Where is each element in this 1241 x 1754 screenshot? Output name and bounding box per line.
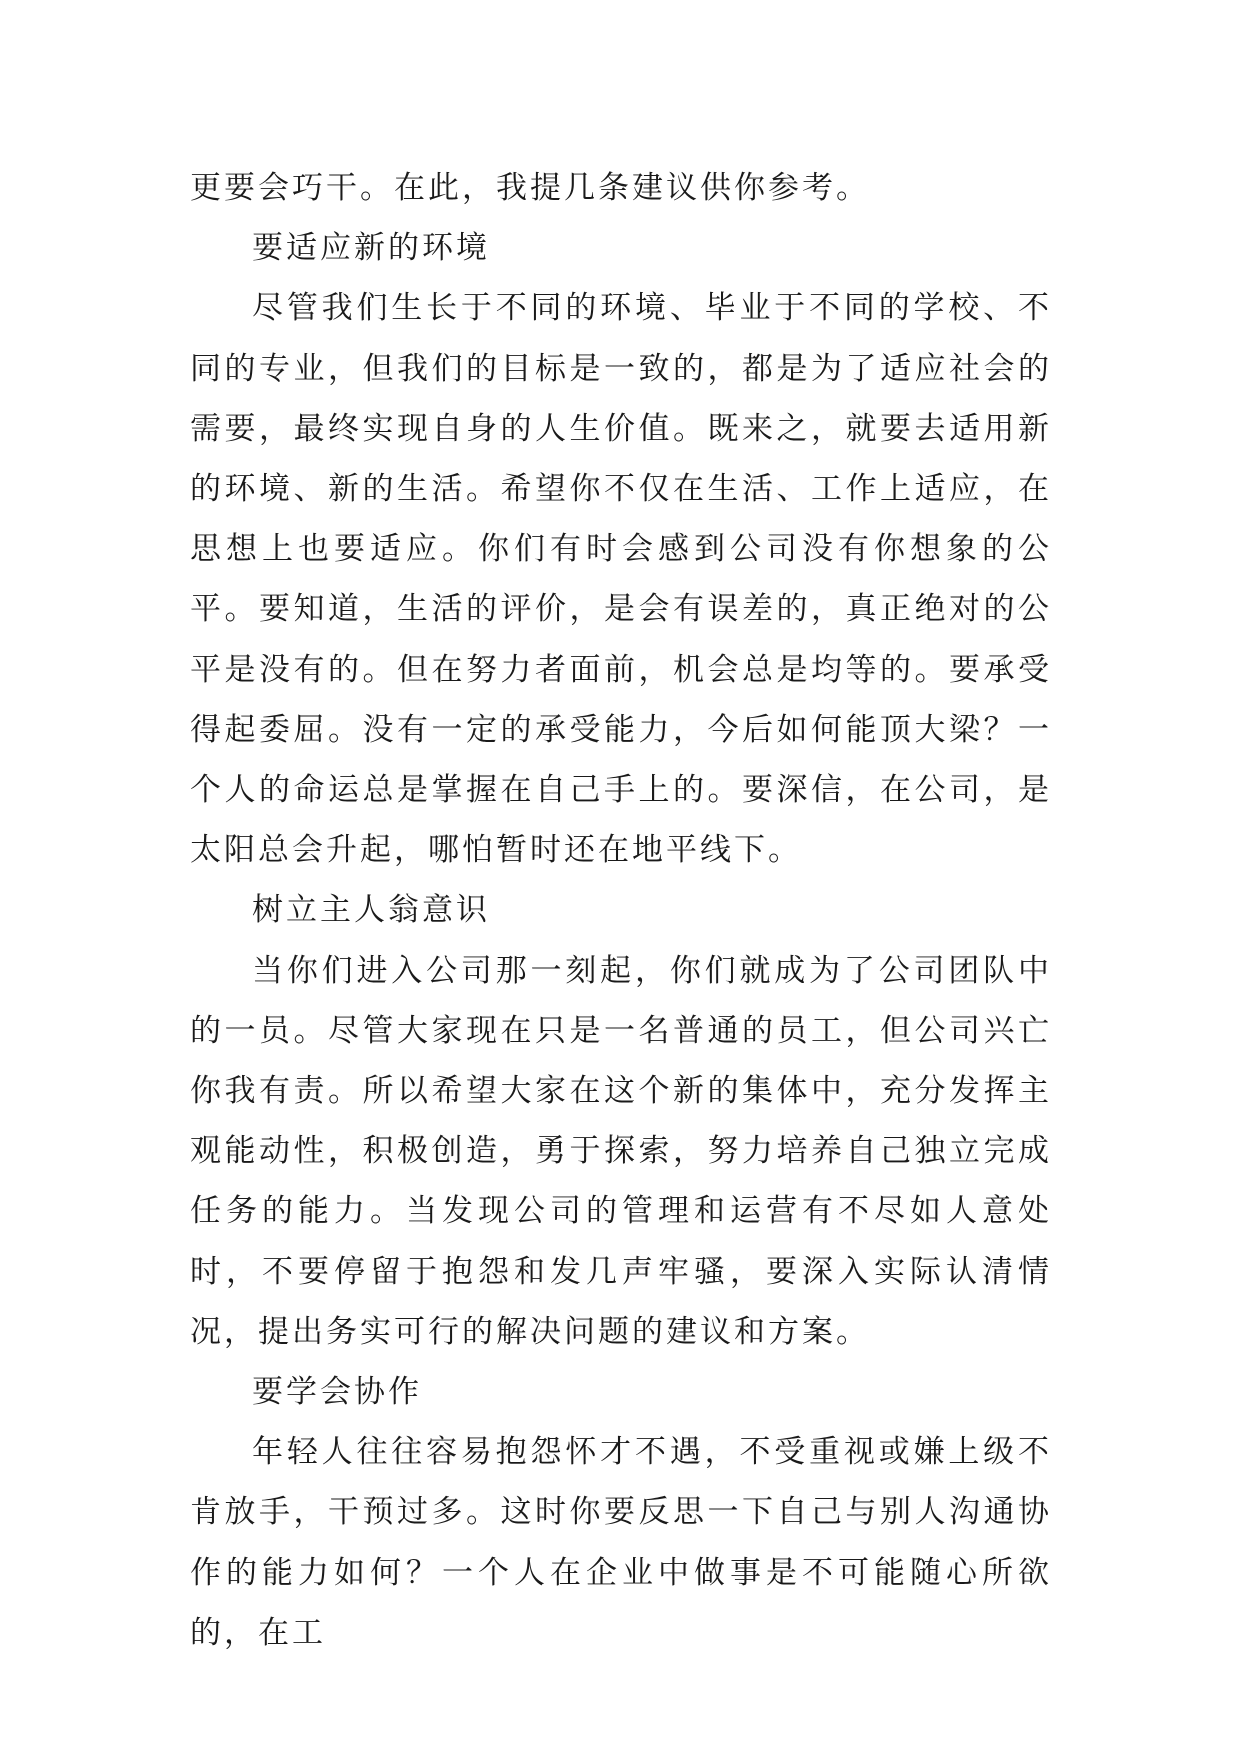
section-heading-adapt: 要适应新的环境 xyxy=(252,230,490,267)
section-heading-ownership: 树立主人翁意识 xyxy=(252,892,490,929)
section-heading-cooperation: 要学会协作 xyxy=(252,1374,422,1411)
paragraph-intro-end: 更要会巧干。在此，我提几条建议供你参考。 xyxy=(190,170,870,206)
paragraph-adapt: 尽管我们生长于不同的环境、毕业于不同的学校、不同的专业，但我们的目标是一致的，都是为了适应社会的需要，最终实现自身的人生价值。既来之，就要去适用新的环境、新的生活。希望你不仅在生活、工作上适应，在思想上也要适应。你们有时会感到公司没有你想象的公平。要知道，生活的评价，是会有误差的，真正绝对的公平是没有的。但在努力者面前，机会总是均等的。要承受得起委屈。没有一定的承受能力，今后如何能顶大梁？一个人的命运总是掌握在自己手上的。要深信，在公司，是太阳总会升起，哪怕暂时还在地平线下。 xyxy=(190,290,1052,869)
document-body xyxy=(190,158,1052,1663)
paragraph-ownership: 当你们进入公司那一刻起，你们就成为了公司团队中的一员。尽管大家现在只是一名普通的员工，但公司兴亡你我有责。所以希望大家在这个新的集体中，充分发挥主观能动性，积极创造，勇于探索，努力培养自己独立完成任务的能力。当发现公司的管理和运营有不尽如人意处时，不要停留于抱怨和发几声牢骚，要深入实际认清情况，提出务实可行的解决问题的建议和方案。 xyxy=(190,952,1052,1350)
paragraph-cooperation: 年轻人往往容易抱怨怀才不遇，不受重视或嫌上级不肯放手，干预过多。这时你要反思一下自己与别人沟通协作的能力如何？一个人在企业中做事是不可能随心所欲的，在工 xyxy=(190,1434,1052,1651)
